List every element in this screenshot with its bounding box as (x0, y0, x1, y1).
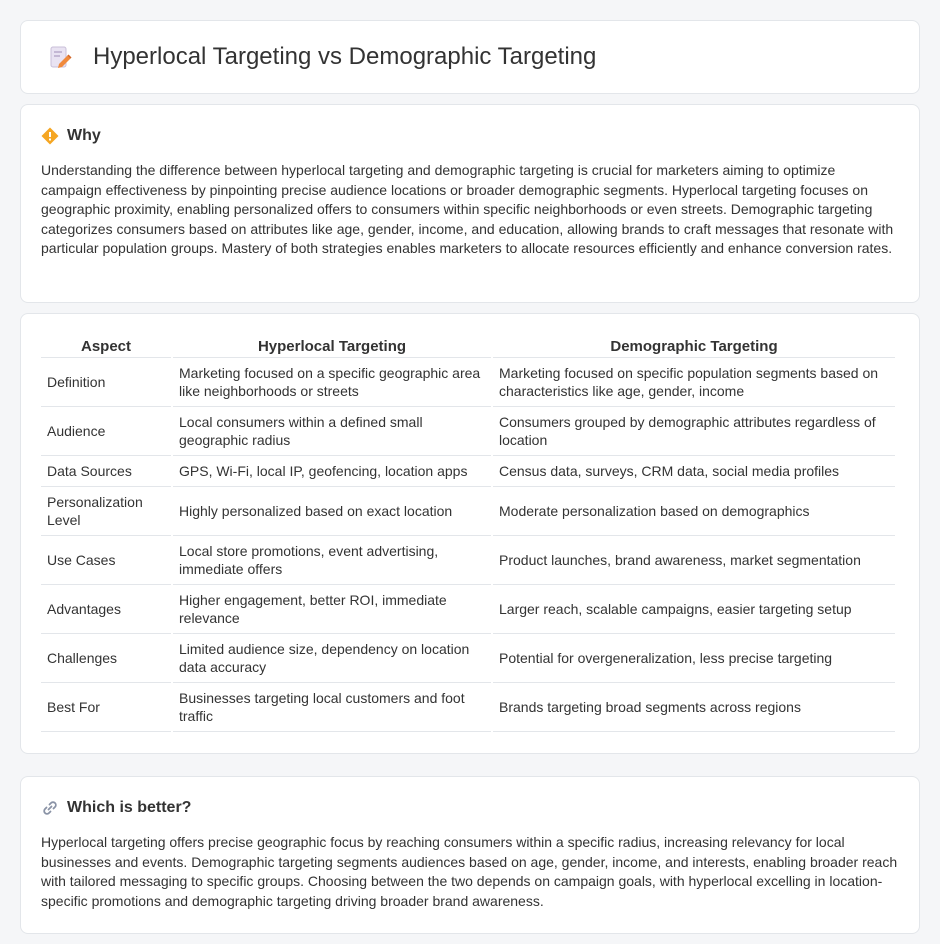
table-cell: Marketing focused on specific population segments based on characteristics like age, gender, income (493, 358, 895, 407)
table-row (41, 358, 895, 407)
document-edit-icon (47, 44, 73, 70)
column-header: Demographic Targeting (493, 334, 895, 358)
table-cell: Best For (41, 683, 171, 732)
table-cell: Local consumers within a defined small geographic radius (173, 407, 491, 456)
table-cell: Audience (41, 407, 171, 456)
why-text: Understanding the difference between hyperlocal targeting and demographic targeting is crucial for marketers aiming to optimize campaign effectiveness by pinpointing precise audience locations or broader demographic segments. Hyperlocal targeting focuses on geographic proximity, enabling personalized offers to consumers within specific neighborhoods or even streets. Demographic targeting categorizes consumers based on attributes like age, gender, income, and education, allowing brands to craft messages that resonate with particular population groups. Mastery of both strategies enables marketers to allocate resources efficiently and enhance conversion rates. (41, 162, 894, 256)
which-is-better-section (20, 776, 920, 934)
table-cell: Highly personalized based on exact location (173, 487, 491, 536)
table-row (41, 487, 895, 536)
table-cell: Moderate personalization based on demographics (493, 487, 895, 536)
table-row (41, 536, 895, 585)
table-cell: Definition (41, 358, 171, 407)
table-row (41, 585, 895, 634)
table-cell: Challenges (41, 634, 171, 683)
title-card (20, 20, 920, 94)
column-header: Aspect (41, 334, 171, 358)
why-section (20, 104, 920, 303)
table-row (41, 634, 895, 683)
table-cell: Larger reach, scalable campaigns, easier targeting setup (493, 585, 895, 634)
comparison-table-card (20, 313, 920, 754)
table-cell: Data Sources (41, 456, 171, 487)
table-cell: Businesses targeting local customers and foot traffic (173, 683, 491, 732)
table-cell: Marketing focused on a specific geographic area like neighborhoods or streets (173, 358, 491, 407)
table-row (41, 407, 895, 456)
table-cell: Census data, surveys, CRM data, social media profiles (493, 456, 895, 487)
table-cell: Higher engagement, better ROI, immediate relevance (173, 585, 491, 634)
page-title: Hyperlocal Targeting vs Demographic Targeting (93, 43, 597, 70)
link-icon (41, 799, 59, 817)
table-cell: Brands targeting broad segments across regions (493, 683, 895, 732)
table-cell: Consumers grouped by demographic attributes regardless of location (493, 407, 895, 456)
table-row (41, 683, 895, 732)
better-text: Hyperlocal targeting offers precise geographic focus by reaching consumers within a specific radius, increasing relevancy for local businesses and events. Demographic targeting segments audiences based on age, gender, income, and interests, enabling broader reach with tailored messaging to specific groups. Choosing between the two depends on campaign goals, with hyperlocal excelling in location-specific promotions and demographic targeting driving broader brand awareness. (41, 834, 898, 909)
better-heading: Which is better? (67, 799, 192, 816)
comparison-table (39, 334, 897, 732)
table-cell: Potential for overgeneralization, less precise targeting (493, 634, 895, 683)
table-cell: GPS, Wi-Fi, local IP, geofencing, location apps (173, 456, 491, 487)
table-cell: Advantages (41, 585, 171, 634)
table-cell: Product launches, brand awareness, market segmentation (493, 536, 895, 585)
column-header: Hyperlocal Targeting (173, 334, 491, 358)
diamond-warning-icon (41, 127, 59, 145)
table-cell: Limited audience size, dependency on location data accuracy (173, 634, 491, 683)
table-cell: Local store promotions, event advertising, immediate offers (173, 536, 491, 585)
table-row (41, 456, 895, 487)
why-heading: Why (67, 127, 101, 144)
table-cell: Use Cases (41, 536, 171, 585)
table-cell: Personalization Level (41, 487, 171, 536)
